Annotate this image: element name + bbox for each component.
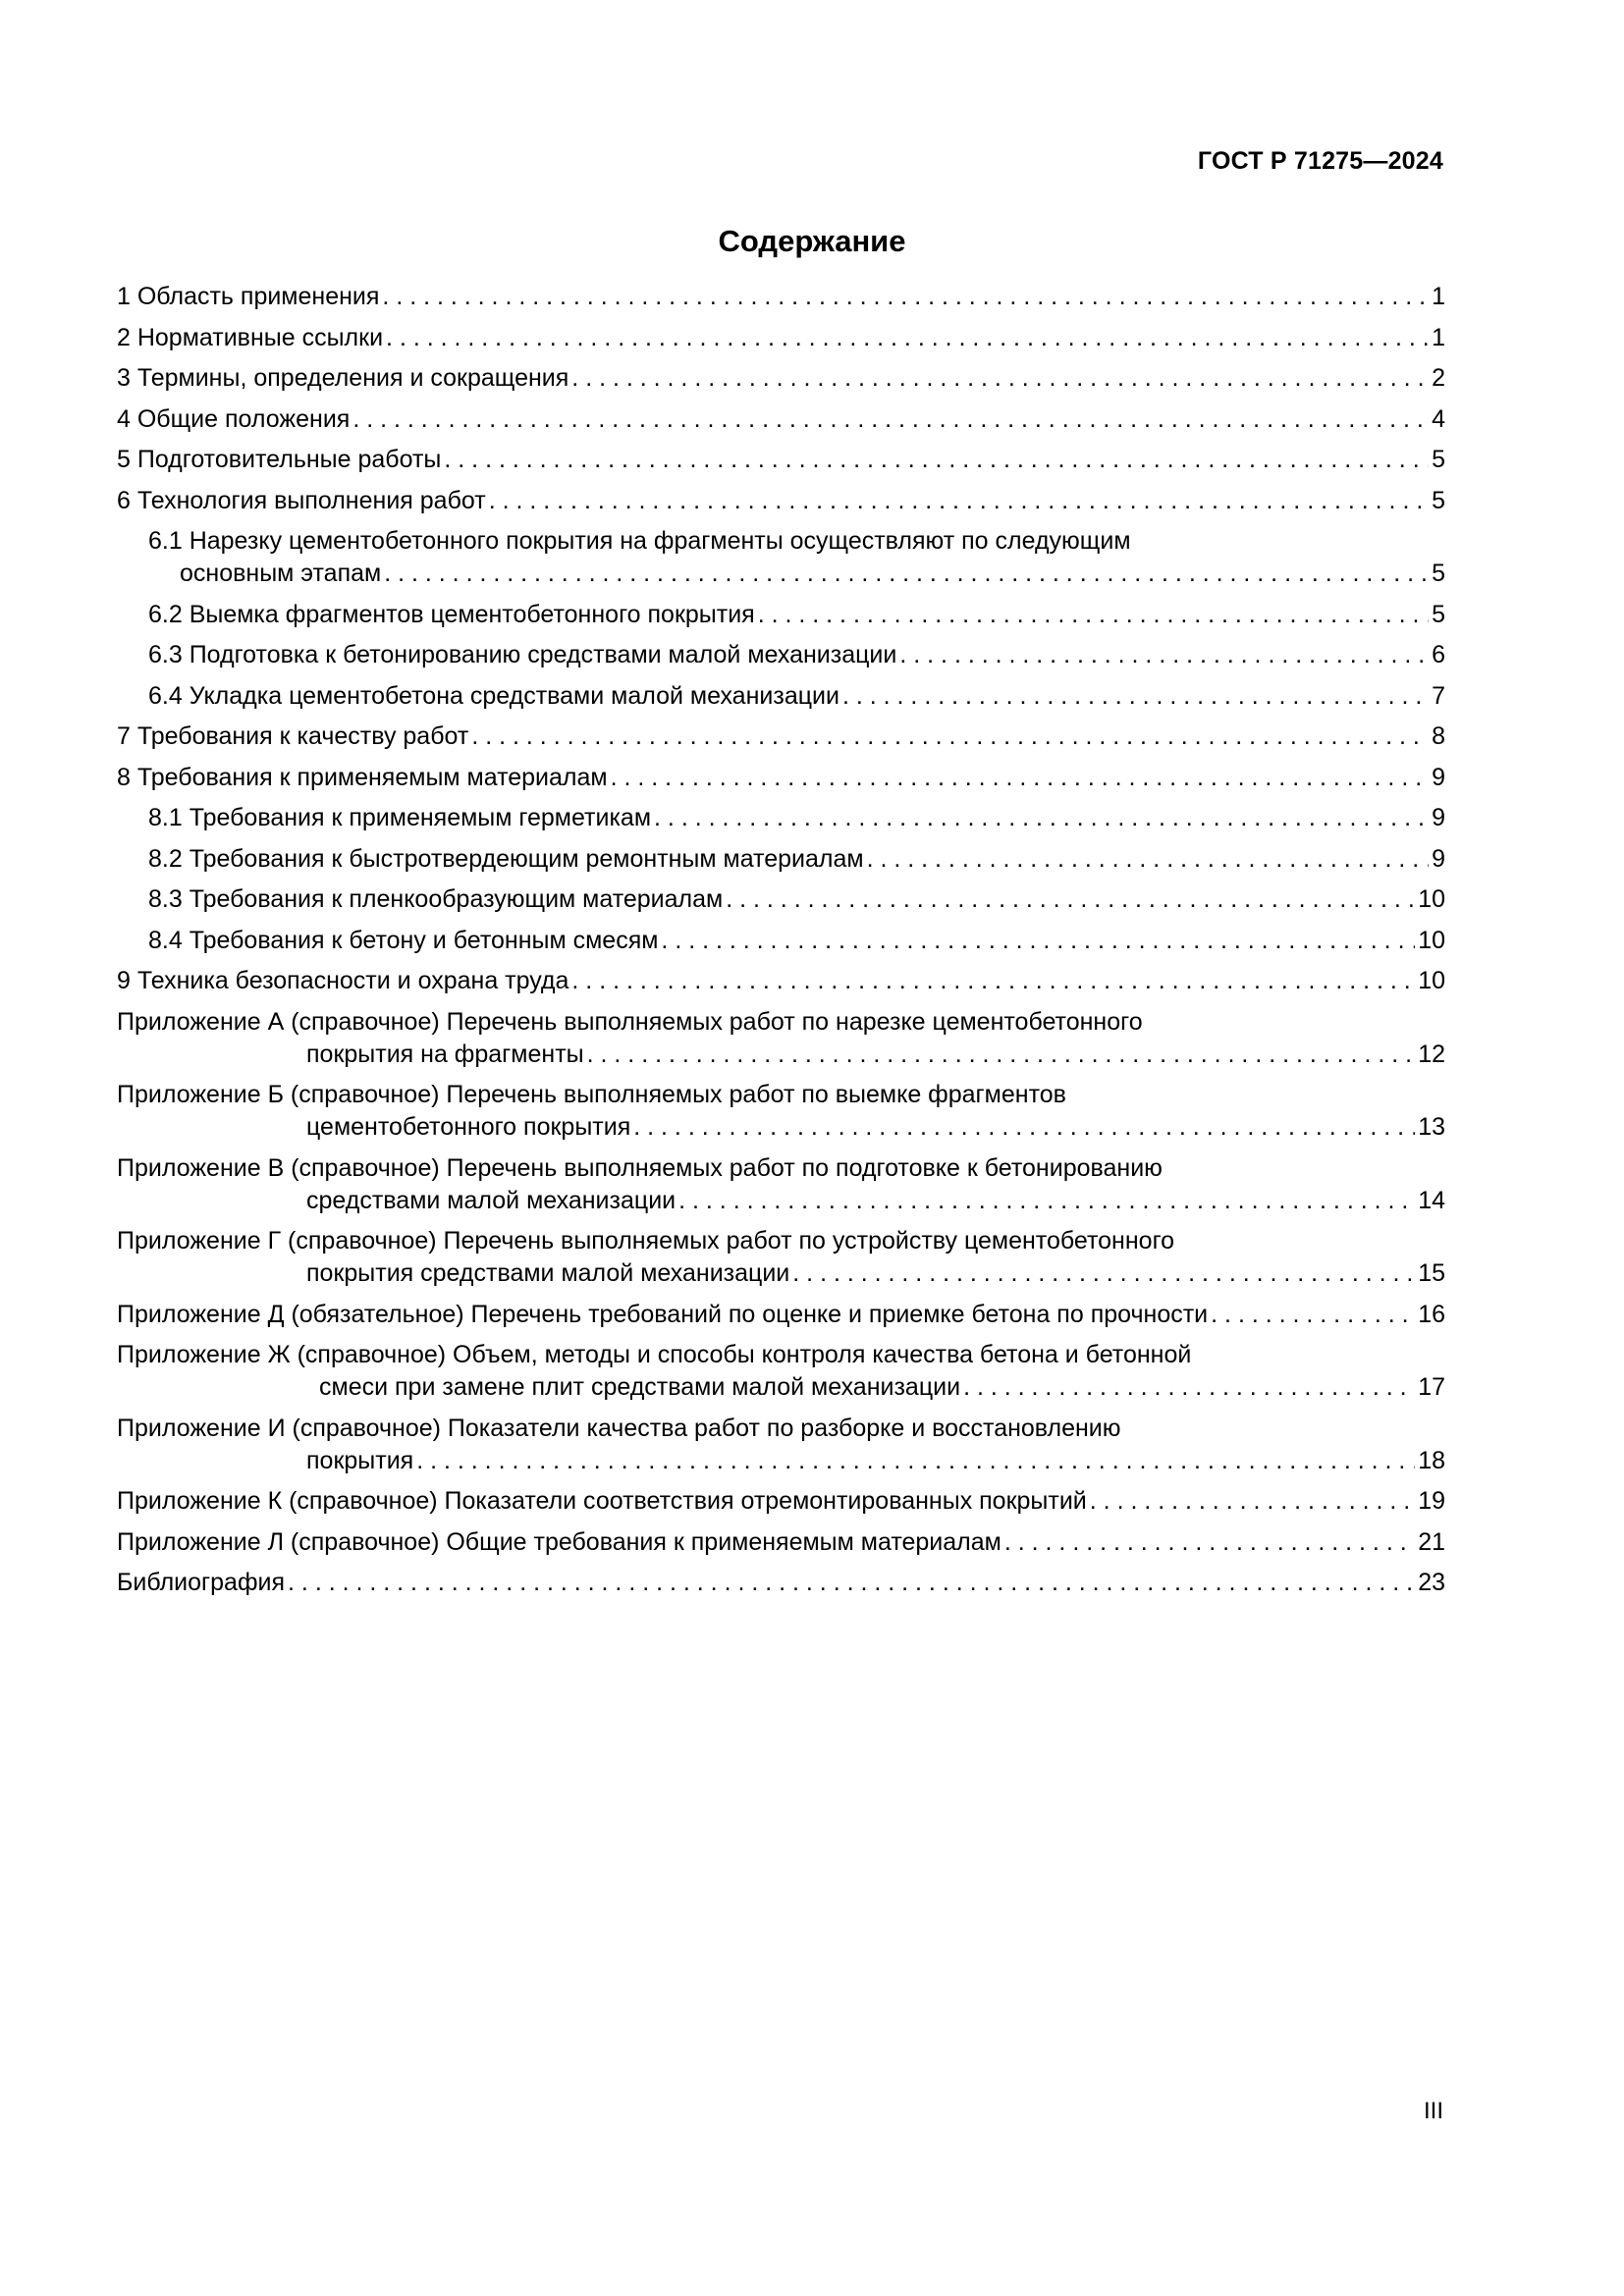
toc-page-number: 17 — [1418, 1373, 1445, 1401]
toc-leader-dots — [471, 721, 1429, 753]
toc-entry-title: 8 Требования к применяемым материалам — [117, 763, 608, 791]
page-number: III — [1423, 2098, 1443, 2124]
toc-entry-title: 3 Термины, определения и сокращения — [117, 364, 569, 392]
toc-entry-title: 8.2 Требования к быстротвердеющим ремонтным материалам — [148, 844, 864, 873]
toc-leader-dots — [726, 883, 1415, 916]
toc-page-number: 10 — [1418, 926, 1445, 954]
toc-leader-dots — [1004, 1526, 1415, 1559]
toc-leader-dots — [842, 680, 1429, 713]
toc-entry[interactable] — [117, 721, 1445, 753]
toc-page-number: 2 — [1432, 364, 1445, 392]
toc-entry-title: 6 Технология выполнения работ — [117, 486, 486, 514]
toc-entry[interactable] — [117, 843, 1445, 876]
toc-leader-dots — [571, 965, 1415, 997]
toc-entry-title: Приложение В (справочное) Перечень выполняемых работ по подготовке к бетонированию — [117, 1153, 1163, 1182]
toc-leader-dots — [654, 802, 1429, 834]
toc-leader-dots — [633, 1111, 1415, 1144]
toc-leader-dots — [384, 558, 1429, 590]
toc-page-number: 9 — [1432, 763, 1445, 791]
toc-page-number: 13 — [1418, 1113, 1445, 1141]
toc-entry[interactable] — [117, 1225, 1445, 1290]
toc-leader-dots — [1211, 1299, 1415, 1331]
toc-entry[interactable] — [117, 1006, 1445, 1071]
toc-entry-title: 9 Техника безопасности и охрана труда — [117, 967, 569, 994]
toc-page-number: 9 — [1432, 844, 1445, 873]
toc-page-number: 10 — [1418, 885, 1445, 913]
toc-entry[interactable] — [117, 1567, 1445, 1599]
toc-page-number: 1 — [1432, 283, 1445, 310]
toc-entry[interactable] — [117, 1152, 1445, 1217]
toc-leader-dots — [899, 639, 1429, 671]
toc-entry-title: Библиография — [117, 1569, 286, 1596]
toc-entry-title: Приложение Г (справочное) Перечень выполняемых работ по устройству цементобетонного — [117, 1227, 1175, 1255]
toc-leader-dots — [571, 362, 1429, 395]
toc-entry-title: 7 Требования к качеству работ — [117, 722, 469, 750]
toc-page-number: 7 — [1432, 681, 1445, 710]
toc-entry[interactable] — [117, 802, 1445, 834]
toc-entry[interactable] — [117, 965, 1445, 997]
toc-leader-dots — [352, 403, 1429, 436]
toc-page-number: 5 — [1432, 486, 1445, 514]
toc-entry-title: Приложение Л (справочное) Общие требования к применяемым материалам — [117, 1527, 1001, 1556]
toc-entry-title: Приложение К (справочное) Показатели соответствия отремонтированных покрытий — [117, 1487, 1087, 1515]
toc-entry-title: 6.2 Выемка фрагментов цементобетонного покрытия — [148, 600, 755, 628]
toc-entry[interactable] — [117, 680, 1445, 713]
toc-entry-title: Приложение Ж (справочное) Объем, методы и способы контроля качества бетона и бетонной — [117, 1341, 1192, 1368]
toc-entry-title: 6.1 Нарезку цементобетонного покрытия на фрагменты осуществляют по следующим — [148, 527, 1131, 555]
toc-leader-dots — [867, 843, 1430, 876]
toc-entry[interactable] — [117, 1413, 1445, 1477]
toc-entry-title: основным этапам — [180, 560, 382, 587]
toc-page-number: 10 — [1418, 967, 1445, 994]
toc-entry-title: 5 Подготовительные работы — [117, 446, 442, 473]
toc-page-number: 12 — [1418, 1040, 1445, 1068]
toc-page-number: 5 — [1432, 560, 1445, 587]
toc-page-number: 18 — [1418, 1446, 1445, 1474]
toc-entry[interactable] — [117, 525, 1445, 590]
toc-entry-title: 4 Общие положения — [117, 404, 351, 433]
toc-page-number: 5 — [1432, 446, 1445, 473]
toc-entry-title: 1 Область применения — [117, 283, 380, 310]
toc-leader-dots — [611, 762, 1429, 794]
toc-entry-title: 8.4 Требования к бетону и бетонным смесям — [148, 926, 659, 954]
toc-page-number: 8 — [1432, 722, 1445, 750]
toc-entry-title: Приложение И (справочное) Показатели качества работ по разборке и восстановлению — [117, 1414, 1121, 1442]
toc-leader-dots — [1090, 1485, 1415, 1518]
toc-page-number: 1 — [1432, 323, 1445, 351]
toc-entry-title: 8.3 Требования к пленкообразующим материалам — [148, 885, 724, 913]
toc-entry[interactable] — [117, 1079, 1445, 1144]
toc-leader-dots — [288, 1567, 1415, 1599]
page-title: Содержание — [718, 224, 906, 258]
toc-entry[interactable] — [117, 883, 1445, 916]
toc-leader-dots — [416, 1445, 1415, 1477]
toc-entry[interactable] — [117, 485, 1445, 517]
toc-entry[interactable] — [117, 599, 1445, 631]
toc-entry[interactable] — [117, 281, 1445, 313]
toc-entry-title: 2 Нормативные ссылки — [117, 323, 384, 351]
toc-entry-title: 6.4 Укладка цементобетона средствами малой механизации — [148, 681, 839, 710]
toc-page-number: 4 — [1432, 404, 1445, 433]
toc-page-number: 23 — [1418, 1569, 1445, 1596]
toc-entry-title: покрытия — [306, 1446, 414, 1474]
document-code: ГОСТ Р 71275—2024 — [1197, 147, 1443, 175]
toc-entry[interactable] — [117, 1299, 1445, 1331]
toc-leader-dots — [661, 925, 1415, 957]
toc-leader-dots — [758, 599, 1429, 631]
toc-entry-title: покрытия средствами малой механизации — [306, 1259, 790, 1287]
table-of-contents — [117, 281, 1445, 1608]
toc-entry-title: смеси при замене плит средствами малой механизации — [319, 1373, 961, 1401]
toc-leader-dots — [386, 322, 1429, 354]
toc-entry-title: цементобетонного покрытия — [306, 1113, 631, 1141]
toc-page-number: 19 — [1418, 1487, 1445, 1515]
toc-leader-dots — [444, 444, 1429, 476]
toc-entry[interactable] — [117, 1339, 1445, 1404]
toc-entry[interactable] — [117, 925, 1445, 957]
toc-leader-dots — [963, 1371, 1415, 1404]
toc-entry-title: средствами малой механизации — [306, 1186, 677, 1214]
toc-page-number: 15 — [1418, 1259, 1445, 1287]
toc-entry-title: Приложение А (справочное) Перечень выполняемых работ по нарезке цементобетонного — [117, 1007, 1143, 1036]
toc-leader-dots — [382, 281, 1429, 313]
toc-entry[interactable] — [117, 639, 1445, 671]
toc-entry-title: покрытия на фрагменты — [306, 1040, 584, 1068]
toc-page-number: 14 — [1418, 1186, 1445, 1214]
toc-page-number: 9 — [1432, 804, 1445, 831]
toc-entry[interactable] — [117, 1526, 1445, 1559]
toc-leader-dots — [587, 1039, 1416, 1071]
toc-entry[interactable] — [117, 444, 1445, 476]
toc-leader-dots — [489, 485, 1429, 517]
toc-page-number: 5 — [1432, 600, 1445, 628]
toc-entry[interactable] — [117, 322, 1445, 354]
toc-entry-title: 6.3 Подготовка к бетонированию средствами малой механизации — [148, 641, 897, 668]
toc-entry-title: 8.1 Требования к применяемым герметикам — [148, 804, 652, 831]
toc-leader-dots — [678, 1185, 1415, 1217]
toc-entry[interactable] — [117, 362, 1445, 395]
toc-entry[interactable] — [117, 762, 1445, 794]
toc-entry[interactable] — [117, 1485, 1445, 1518]
toc-entry[interactable] — [117, 403, 1445, 436]
toc-page-number: 21 — [1418, 1527, 1445, 1556]
toc-entry-title: Приложение Б (справочное) Перечень выполняемых работ по выемке фрагментов — [117, 1081, 1066, 1108]
toc-entry-title: Приложение Д (обязательное) Перечень требований по оценке и приемке бетона по прочности — [117, 1300, 1209, 1328]
toc-page-number: 6 — [1432, 641, 1445, 668]
toc-leader-dots — [792, 1257, 1415, 1290]
toc-page-number: 16 — [1418, 1300, 1445, 1328]
